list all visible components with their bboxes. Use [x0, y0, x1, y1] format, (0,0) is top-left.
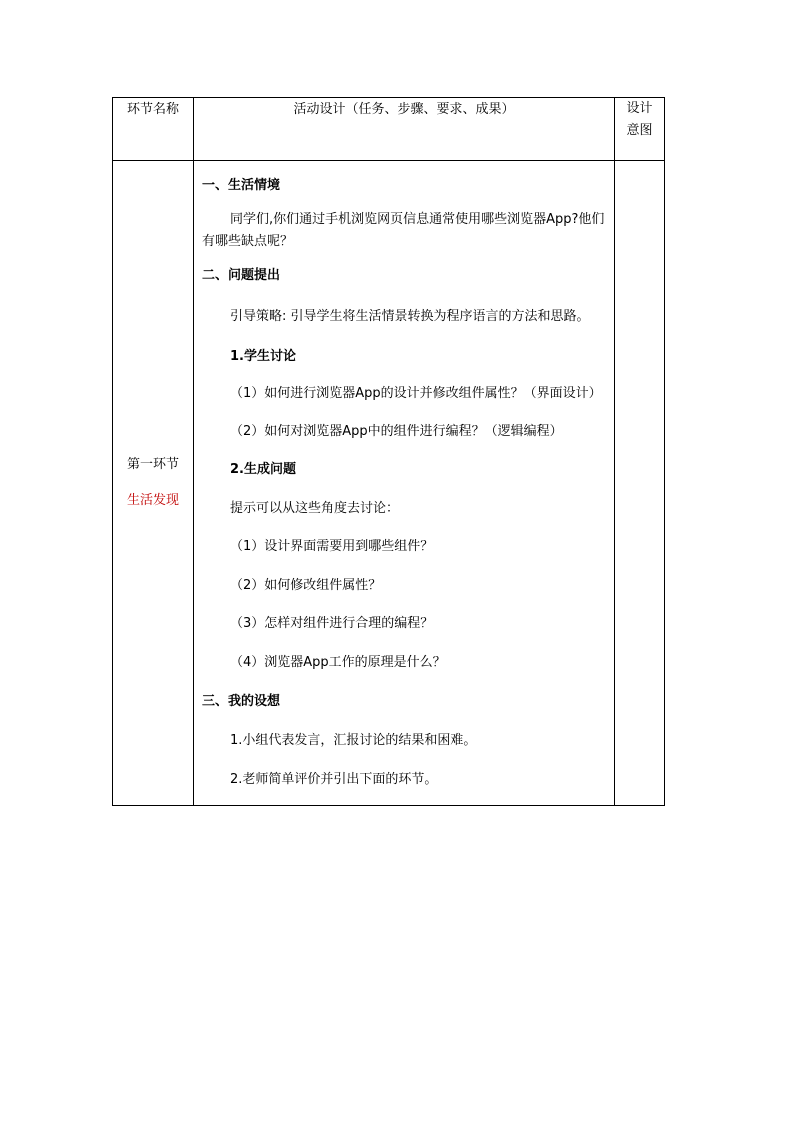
stage-subtitle: 生活发现 — [126, 493, 179, 508]
header-activity-design: 活动设计（任务、步骤、要求、成果） — [194, 98, 615, 161]
section-title: 一、生活情境 — [202, 178, 281, 193]
header-row — [113, 98, 665, 161]
subsection-title: 2.生成问题 — [230, 462, 296, 477]
header-design-intent-line1: 设计 — [626, 101, 653, 116]
paragraph: 同学们,你们通过手机浏览网页信息通常使用哪些浏览器App?他们有哪些缺点呢？ — [202, 212, 605, 249]
activity-cell — [194, 161, 615, 806]
section-title: 二、问题提出 — [202, 268, 281, 283]
list-item: （2）如何修改组件属性？ — [230, 578, 382, 593]
list-item: （1）如何进行浏览器App的设计并修改组件属性？（界面设计） — [230, 386, 602, 401]
header-stage-name: 环节名称 — [113, 98, 194, 161]
list-item: （1）设计界面需要用到哪些组件？ — [230, 539, 434, 554]
lesson-table — [112, 97, 665, 806]
header-design-intent — [615, 98, 665, 161]
stage-cell — [113, 161, 194, 806]
header-design-intent-line2: 意图 — [626, 123, 653, 138]
section-title: 三、我的设想 — [202, 694, 281, 709]
paragraph: 引导策略: 引导学生将生活情景转换为程序语言的方法和思路。 — [230, 309, 590, 324]
subsection-title: 1.学生讨论 — [230, 349, 296, 364]
paragraph: 提示可以从这些角度去讨论： — [230, 501, 400, 516]
stage-row — [113, 161, 665, 806]
list-item: （3）怎样对组件进行合理的编程？ — [230, 616, 434, 631]
list-item: （4）浏览器App工作的原理是什么？ — [230, 655, 446, 670]
list-item: 2.老师简单评价并引出下面的环节。 — [230, 772, 438, 787]
list-item: 1.小组代表发言，汇报讨论的结果和困难。 — [230, 733, 477, 748]
stage-name: 第一环节 — [126, 457, 179, 472]
design-intent-cell — [615, 161, 665, 806]
list-item: （2）如何对浏览器App中的组件进行编程？（逻辑编程） — [230, 424, 563, 439]
